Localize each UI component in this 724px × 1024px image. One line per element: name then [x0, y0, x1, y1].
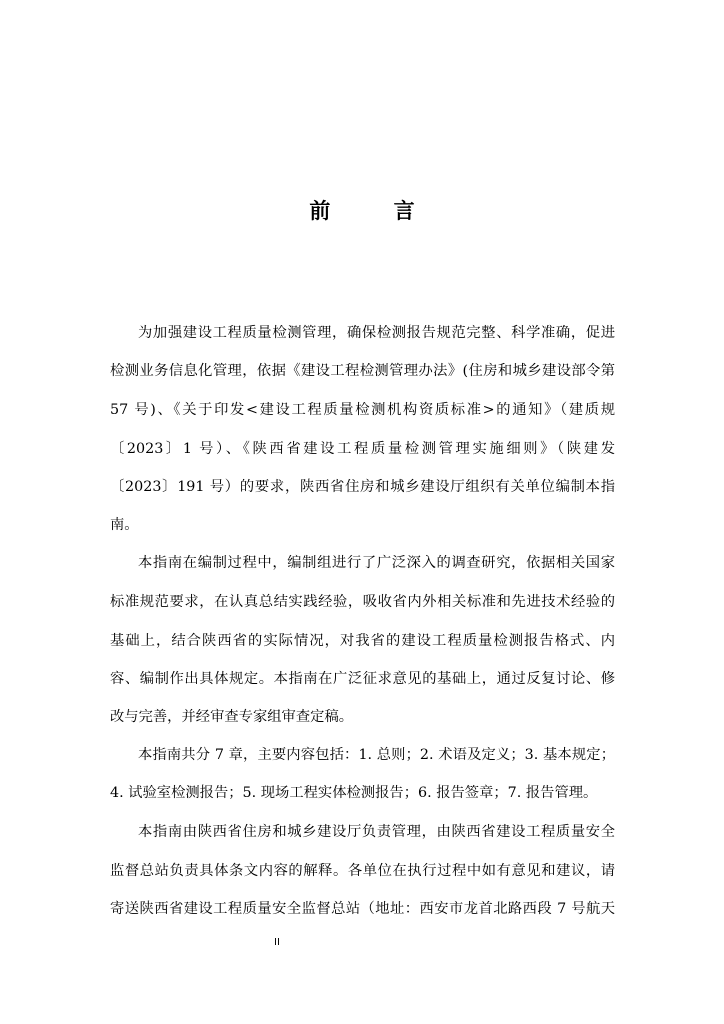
body-line: 南。 [110, 517, 139, 533]
body-line: 标准规范要求，在认真总结实践经验，吸收省内外相关标准和先进技术经验的 [110, 594, 615, 610]
body-line: 本指南在编制过程中，编制组进行了广泛深入的调查研究，依据相关国家 [138, 555, 615, 571]
body-line: 本指南由陕西省住房和城乡建设厅负责管理，由陕西省建设工程质量安全 [138, 824, 615, 840]
body-line: 改与完善，并经审查专家组审查定稿。 [110, 709, 354, 725]
page-number: II [274, 937, 280, 948]
body-line: 检测业务信息化管理，依据《建设工程检测管理办法》(住房和城乡建设部令第 [110, 363, 615, 379]
body-line: 57 号)、《关于印发<建设工程质量检测机构资质标准>的通知》（建质规 [110, 402, 615, 418]
body-line: 监督总站负责具体条文内容的解释。各单位在执行过程中如有意见和建议，请 [110, 863, 615, 879]
body-line: 寄送陕西省建设工程质量安全监督总站（地址：西安市龙首北路西段 7 号航天 [110, 901, 615, 917]
page-title: 前 言 [309, 199, 443, 223]
body-line: 容、编制作出具体规定。本指南在广泛征求意见的基础上，通过反复讨论、修 [110, 671, 615, 687]
body-line: 基础上，结合陕西省的实际情况，对我省的建设工程质量检测报告格式、内 [110, 633, 615, 649]
body-line: 〔2023〕191 号）的要求，陕西省住房和城乡建设厅组织有关单位编制本指 [110, 479, 615, 495]
body-line: 为加强建设工程质量检测管理，确保检测报告规范完整、科学准确，促进 [138, 325, 615, 341]
body-line: 〔2023〕1 号）、《陕西省建设工程质量检测管理实施细则》（陕建发 [110, 441, 615, 457]
body-line: 4. 试验室检测报告；5. 现场工程实体检测报告；6. 报告签章；7. 报告管理。 [110, 785, 598, 801]
body-line: 本指南共分 7 章，主要内容包括：1. 总则；2. 术语及定义；3. 基本规定； [138, 747, 615, 763]
